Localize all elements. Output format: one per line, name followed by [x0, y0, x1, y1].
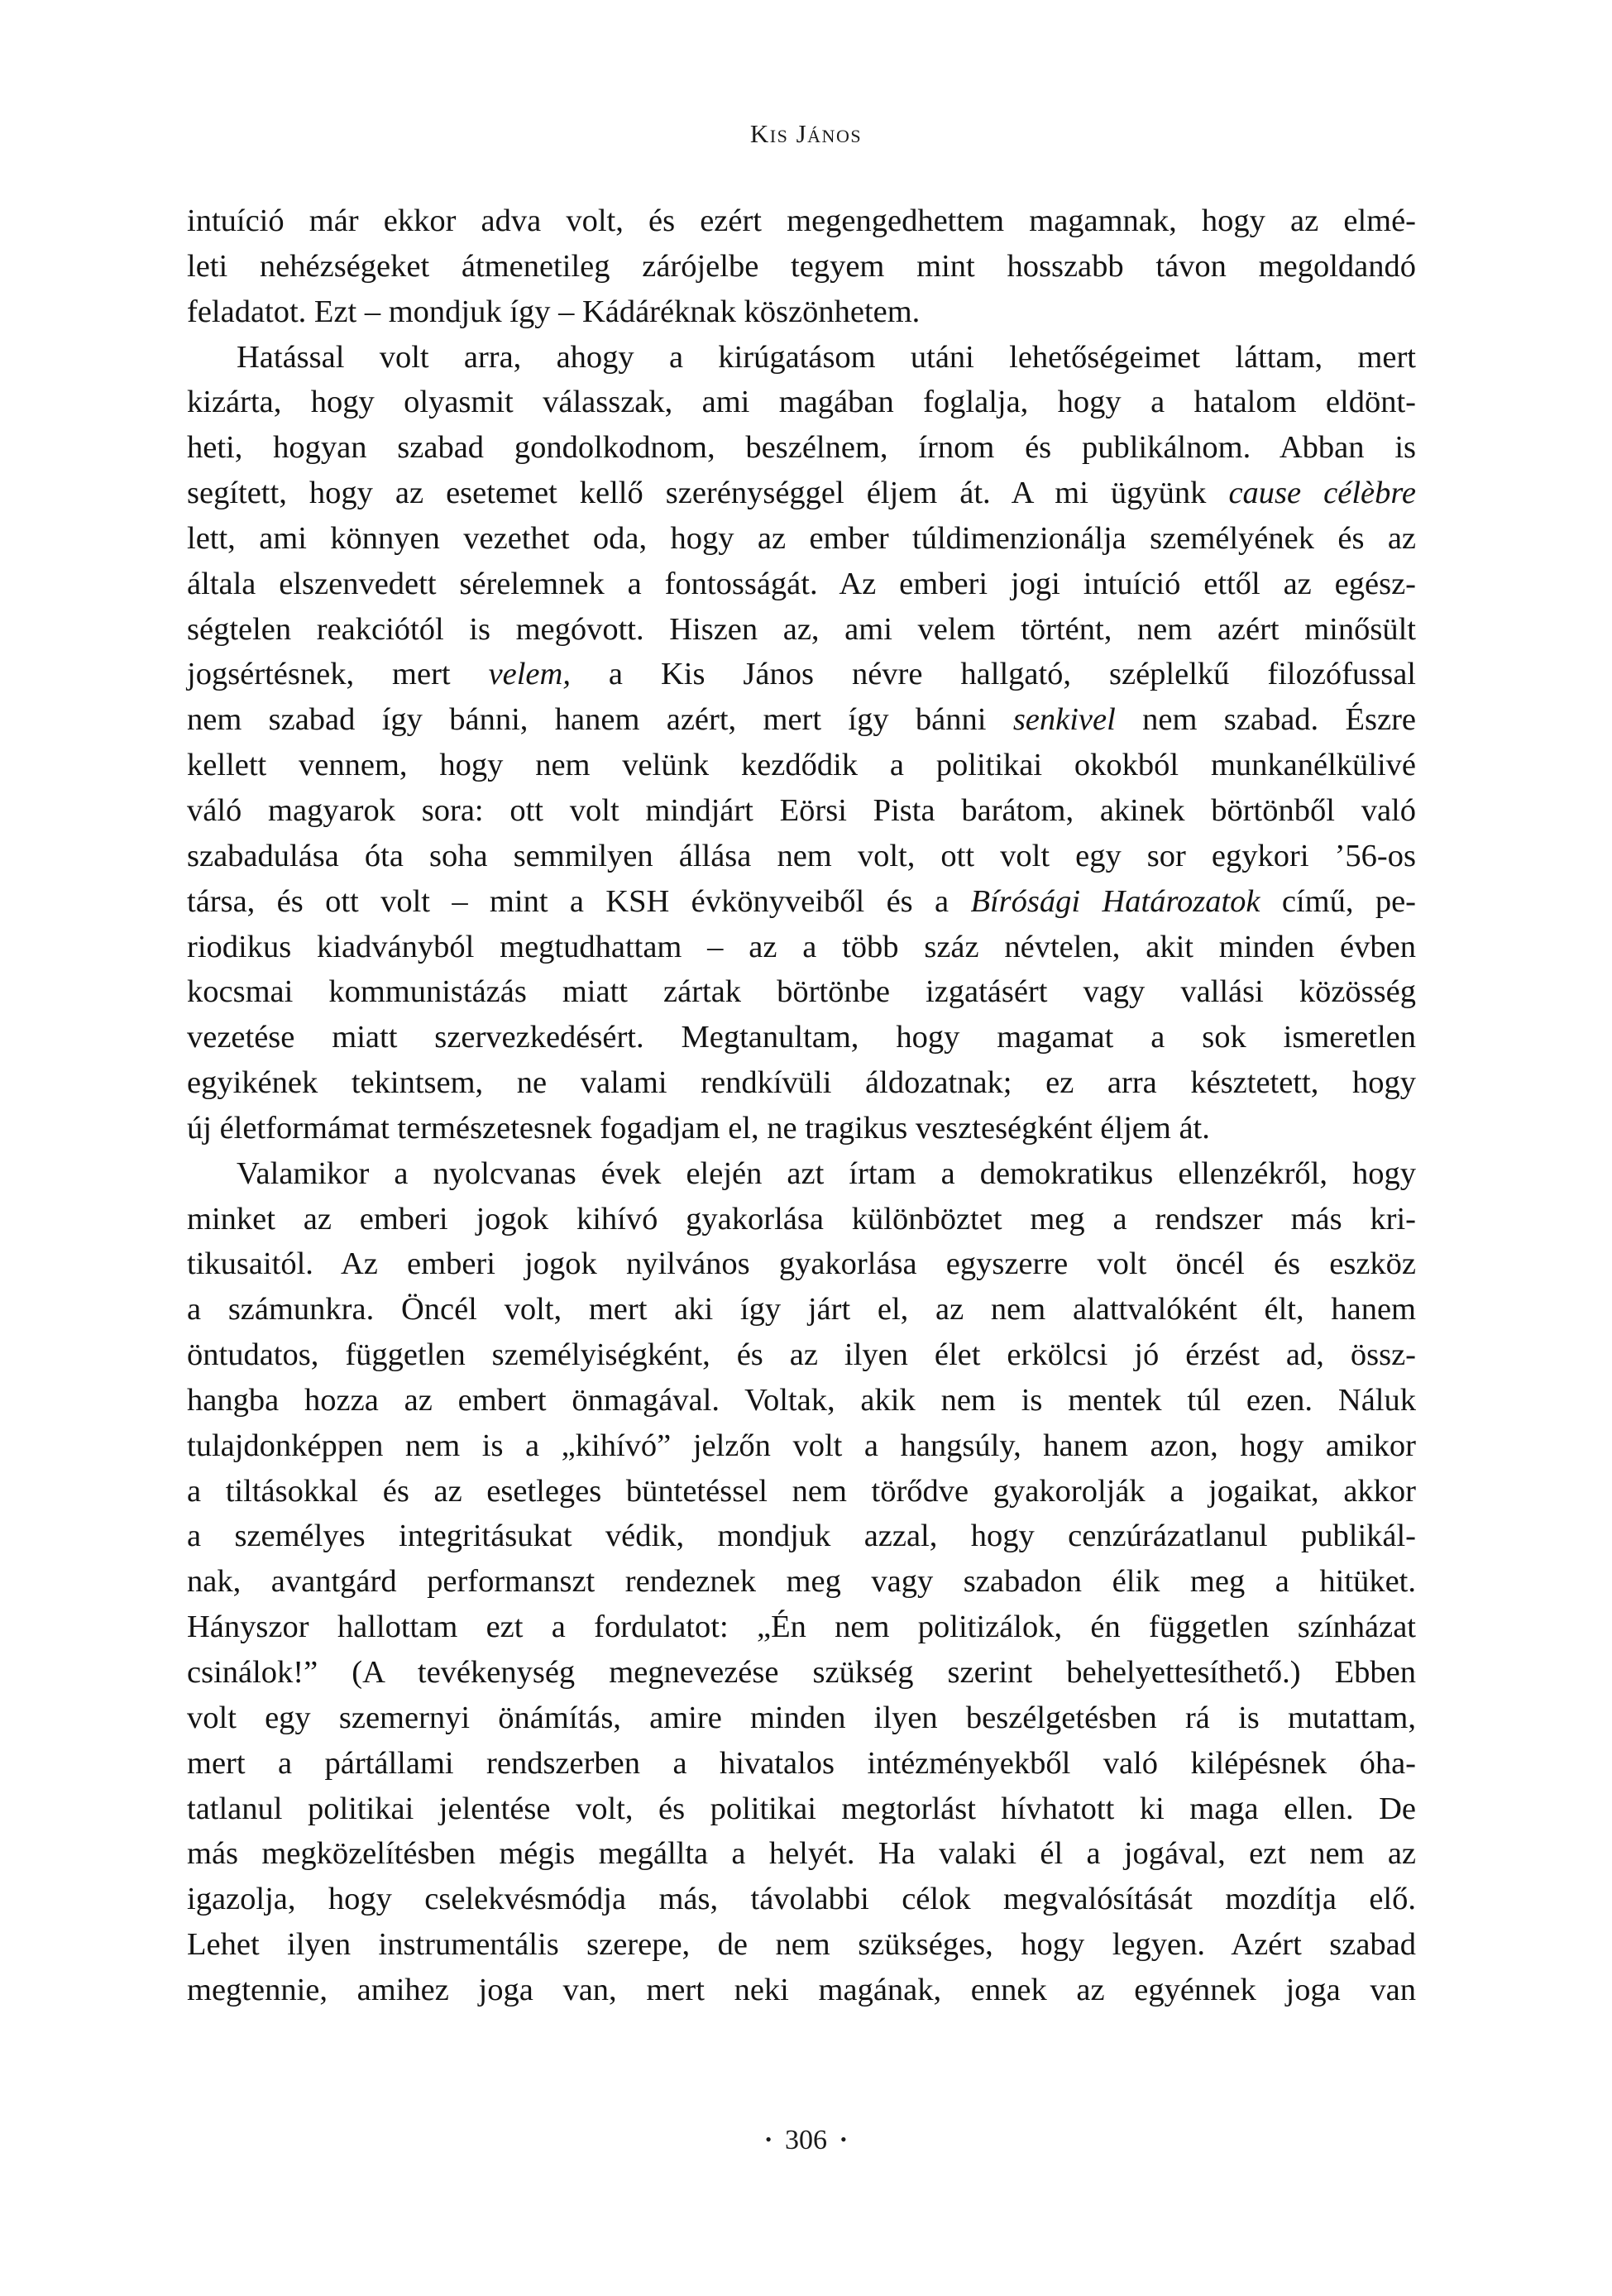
text-line: lett, ami könnyen vezethet oda, hogy az ember túldimenzionálja személyének és az — [187, 520, 1416, 556]
text-line: Lehet ilyen instrumentális szerepe, de nem szükséges, hogy legyen. Azért szabad — [187, 1927, 1416, 1963]
text-line: ségtelen reakciótól is megóvott. Hiszen az, ami velem történt, nem azért minősült — [187, 611, 1416, 647]
text-line: váló magyarok sora: ott volt mindjárt Eörsi Pista barátom, akinek börtönből való — [187, 792, 1416, 828]
text-line: feladatot. Ezt – mondjuk így – Kádáréknak köszönhetem. — [187, 294, 921, 329]
text-line: jogsértésnek, mert velem, a Kis János névre hallgató, széplelkű filozófussal — [187, 657, 1416, 692]
text-line: a tiltásokkal és az esetleges büntetéssel nem törődve gyakorolják a jogaikat, akkor — [187, 1473, 1416, 1509]
text-line: riodikus kiadványból megtudhattam – az a több száz névtelen, akit minden évben — [187, 929, 1416, 964]
text-line: új életformámat természetesnek fogadjam el, ne tragikus veszteségként éljem át. — [187, 1110, 1210, 1146]
text-line: kocsmai kommunistázás miatt zártak börtönbe izgatásért vagy vallási közösség — [187, 974, 1416, 1010]
italic-title: Bírósági Határozatok — [970, 883, 1260, 919]
text-line: Hatással volt arra, ahogy a kirúgatásom utáni lehetőségeimet láttam, mert — [237, 339, 1416, 375]
text-line: Hányszor hallottam ezt a fordulatot: „Én nem politizálok, én független színházat — [187, 1610, 1416, 1645]
paragraph-3 — [187, 1151, 1416, 2013]
running-head: Kis János — [749, 119, 863, 148]
text-line: öntudatos, független személyiségként, és az ilyen élet erkölcsi jó érzést ad, össz- — [187, 1337, 1416, 1373]
paragraph-1 — [187, 199, 1416, 335]
text-line: hangba hozza az embert önmagával. Voltak, akik nem is mentek túl ezen. Náluk — [187, 1382, 1416, 1418]
text-line: tatlanul politikai jelentése volt, és politikai megtorlást hívhatott ki maga ellen. De — [187, 1791, 1416, 1826]
text-line: mert a pártállami rendszerben a hivatalos intézményekből való kilépésnek óha- — [187, 1745, 1416, 1781]
bullet-ornament: • — [840, 2129, 847, 2150]
text-line: nak, avantgárd performanszt rendeznek meg vagy szabadon élik meg a hitüket. — [187, 1564, 1416, 1600]
text-line: igazolja, hogy cselekvésmódja más, távolabbi célok megvalósítását mozdítja elő. — [187, 1882, 1416, 1917]
text-line: szabadulása óta soha semmilyen állása nem volt, ott volt egy sor egykori ’56-os — [187, 838, 1416, 873]
text-line: kellett vennem, hogy nem velünk kezdődik a politikai okokból munkanélkülivé — [187, 748, 1416, 783]
text-line: Valamikor a nyolcvanas évek elején azt írtam a demokratikus ellenzékről, hogy — [237, 1155, 1416, 1191]
text-line: megtennie, amihez joga van, mert neki magának, ennek az egyénnek joga van — [187, 1972, 1416, 2007]
page-number-value: 306 — [785, 2125, 827, 2155]
text-line: heti, hogyan szabad gondolkodnom, beszélnem, írnom és publikálnom. Abban is — [187, 430, 1416, 466]
text-line: leti nehézségeket átmenetileg zárójelbe tegyem mint hosszabb távon megoldandó — [187, 248, 1416, 284]
text-line: tulajdonképpen nem is a „kihívó” jelzőn volt a hangsúly, hanem azon, hogy amikor — [187, 1428, 1416, 1463]
text-line: minket az emberi jogok kihívó gyakorlása különböztet meg a rendszer más kri- — [187, 1201, 1416, 1236]
text-line: egyikének tekintsem, ne valami rendkívüli áldozatnak; ez arra késztetett, hogy — [187, 1065, 1416, 1101]
text-line: társa, és ott volt – mint a KSH évkönyveiből és a Bírósági Határozatok című, pe- — [187, 883, 1417, 919]
italic-phrase: senkivel — [1012, 702, 1116, 738]
text-line: a számunkra. Öncél volt, mert aki így járt el, az nem alattvalóként élt, hanem — [187, 1292, 1416, 1327]
bullet-ornament: • — [765, 2129, 772, 2150]
text-line: a személyes integritásukat védik, mondjuk azzal, hogy cenzúrázatlanul publikál- — [187, 1519, 1416, 1554]
body-text — [187, 199, 1416, 2013]
text-line: csinálok!” (A tevékenység megnevezése szükség szerint behelyettesíthető.) Ebben — [187, 1655, 1416, 1690]
italic-phrase: velem, — [488, 657, 571, 692]
italic-phrase: cause célèbre — [1228, 476, 1417, 511]
page-number — [0, 2121, 1612, 2159]
text-line: segített, hogy az esetemet kellő szerénységgel éljem át. A mi ügyünk cause célèbre — [187, 476, 1417, 511]
text-line: nem szabad így bánni, hanem azért, mert így bánni senkivel nem szabad. Észre — [187, 702, 1417, 738]
text-line: volt egy szemernyi önámítás, amire minden ilyen beszélgetésben rá is mutattam, — [187, 1700, 1416, 1735]
text-line: intuíció már ekkor adva volt, és ezért megengedhettem magamnak, hogy az elmé- — [187, 203, 1416, 238]
text-line: tikusaitól. Az emberi jogok nyilvános gyakorlása egyszerre volt öncél és eszköz — [187, 1246, 1416, 1282]
paragraph-2 — [187, 335, 1416, 1151]
text-line: kizárta, hogy olyasmit válasszak, ami magában foglalja, hogy a hatalom eldönt- — [187, 385, 1416, 420]
text-line: vezetése miatt szervezkedésért. Megtanultam, hogy magamat a sok ismeretlen — [187, 1020, 1416, 1055]
text-line: általa elszenvedett sérelemnek a fontosságát. Az emberi jogi intuíció ettől az egész- — [187, 566, 1416, 601]
text-line: más megközelítésben mégis megállta a helyét. Ha valaki él a jogával, ezt nem az — [187, 1836, 1416, 1872]
